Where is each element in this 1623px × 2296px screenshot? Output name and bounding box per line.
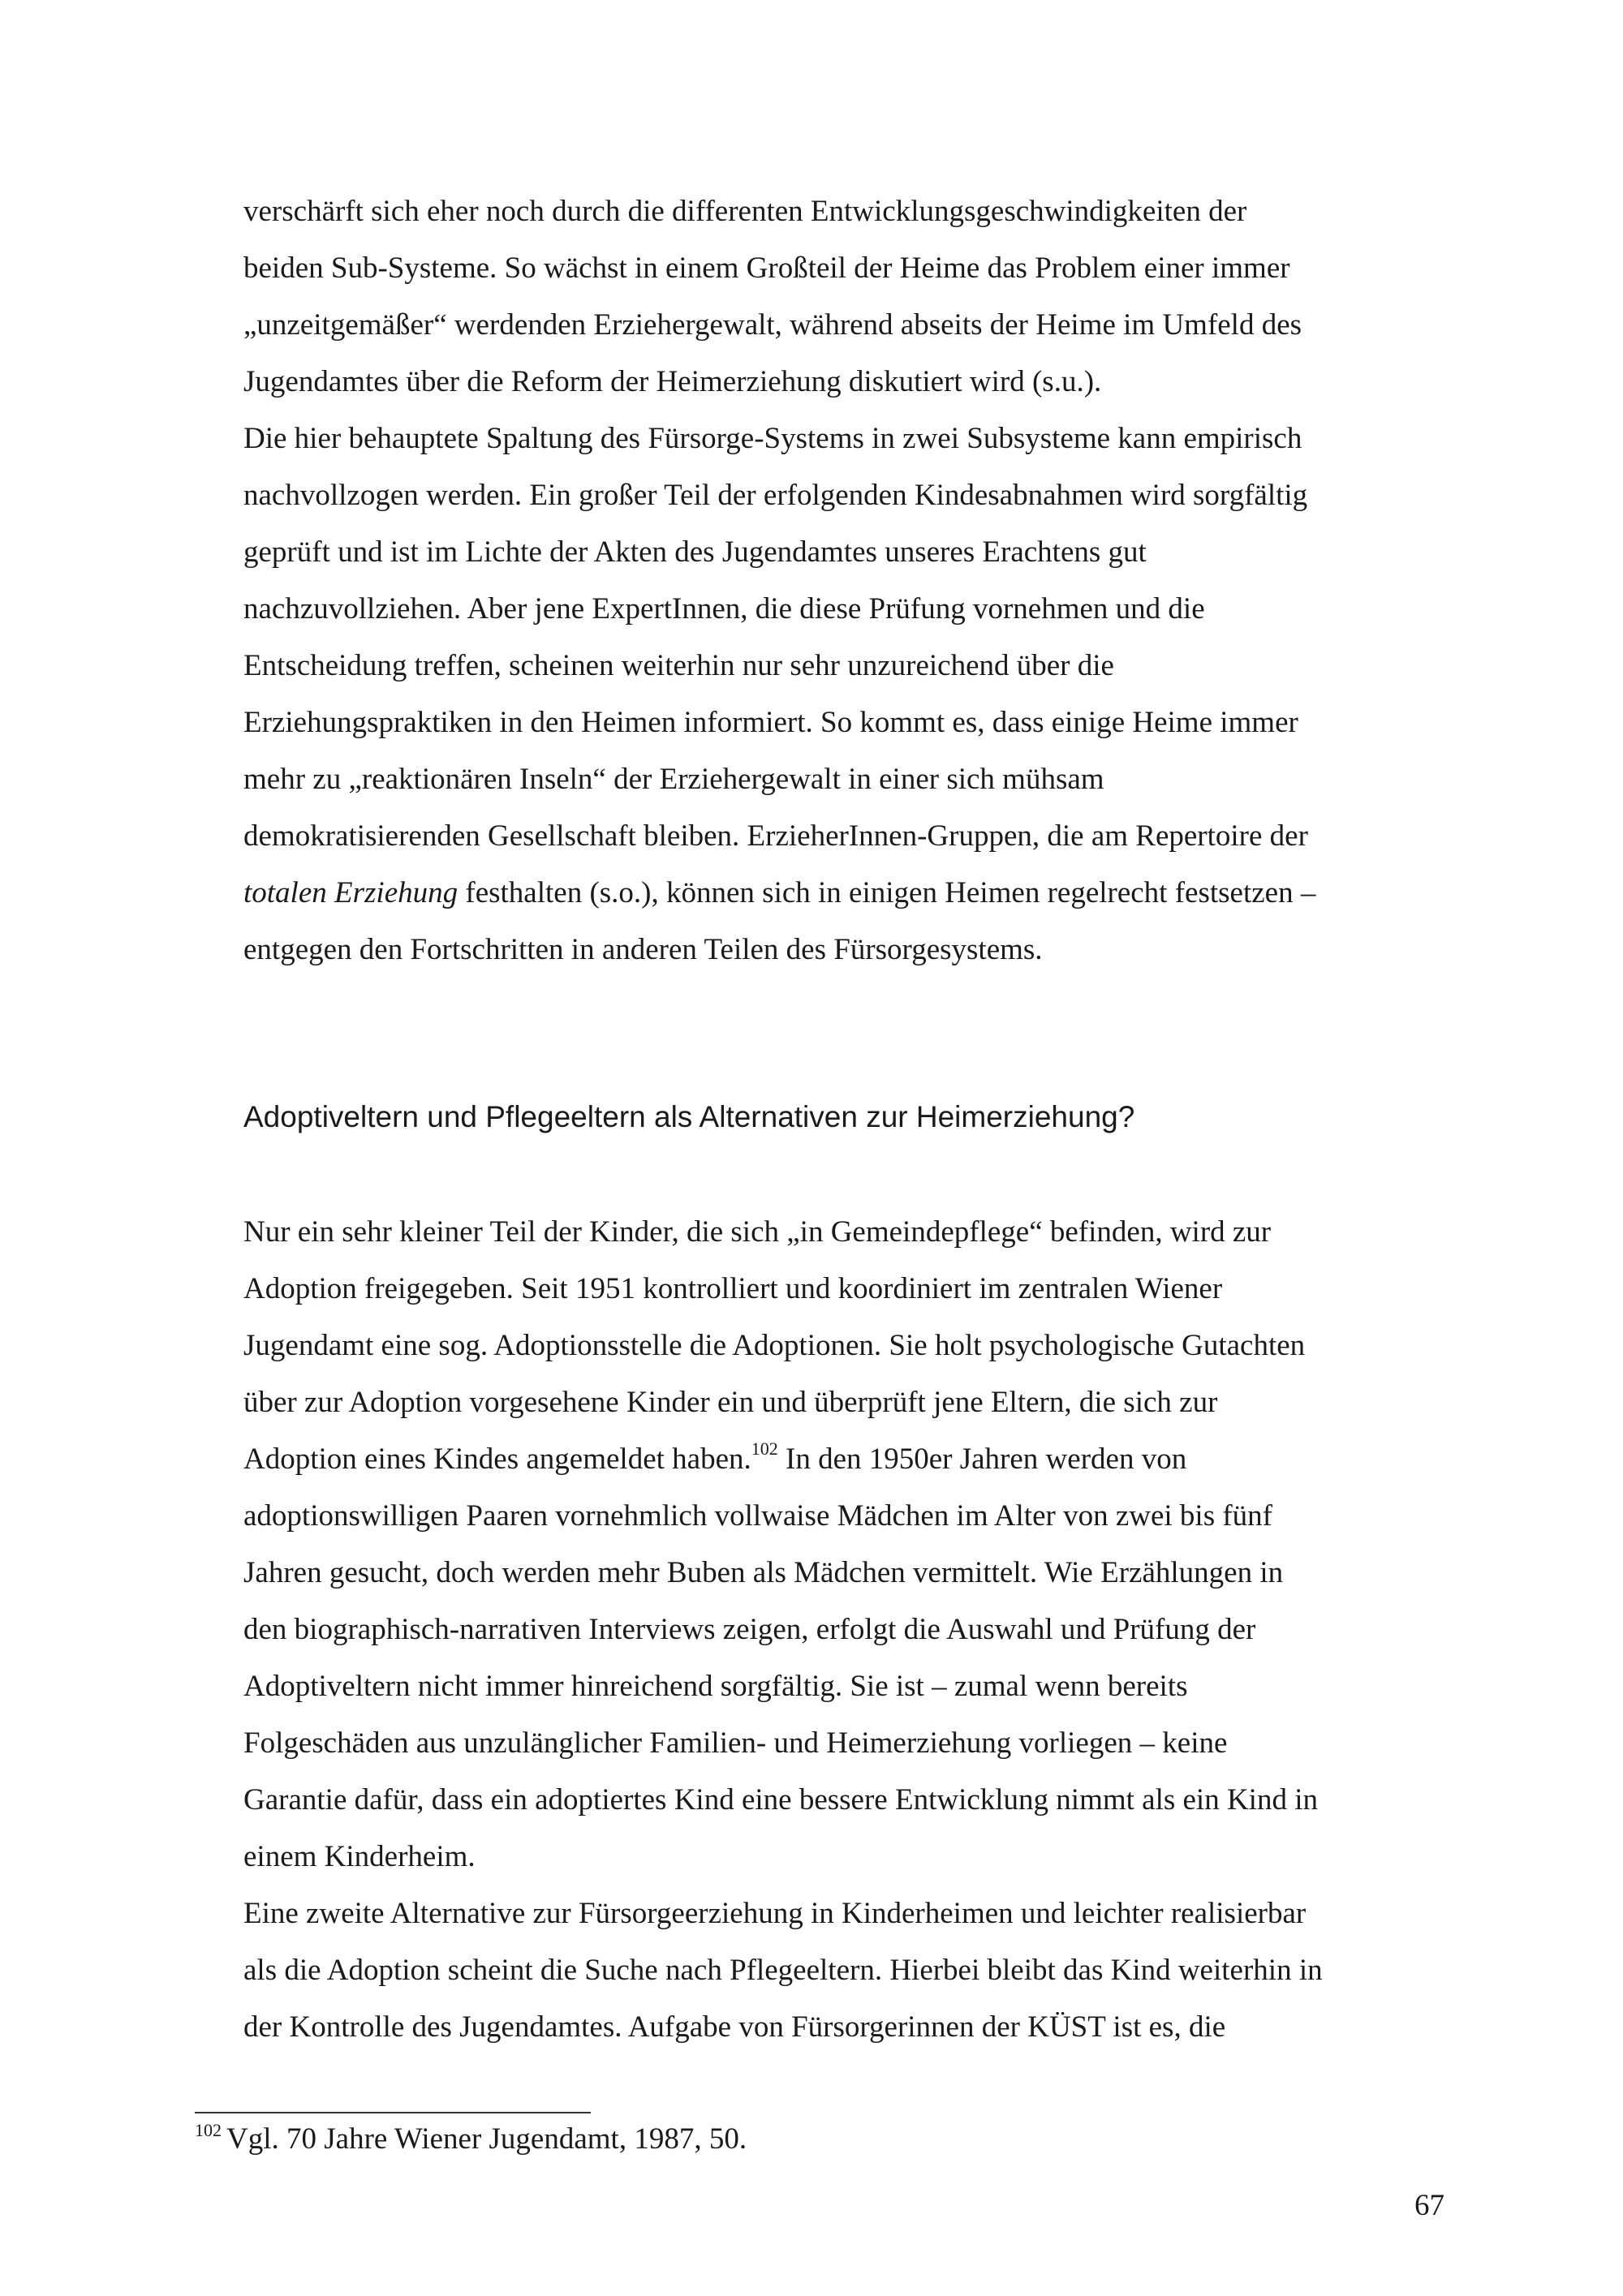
footnote-reference[interactable]: 102	[751, 1438, 778, 1459]
text-line: mehr zu „reaktionären Inseln“ der Erziehergewalt in einer sich mühsam	[243, 763, 1104, 796]
text-line: demokratisierenden Gesellschaft bleiben. ErzieherInnen-Gruppen, die am Repertoire der	[243, 819, 1308, 853]
text-line: beiden Sub-Systeme. So wächst in einem Großteil der Heime das Problem einer immer	[243, 252, 1290, 285]
text-segment: Adoption eines Kindes angemeldet haben.	[243, 1443, 751, 1476]
text-line: adoptionswilligen Paaren vornehmlich vollwaise Mädchen im Alter von zwei bis fünf	[243, 1499, 1272, 1533]
text-line: Jugendamtes über die Reform der Heimerziehung diskutiert wird (s.u.).	[243, 365, 1102, 398]
text-line: über zur Adoption vorgesehene Kinder ein und überprüft jene Eltern, die sich zur	[243, 1386, 1218, 1419]
text-line: der Kontrolle des Jugendamtes. Aufgabe von Fürsorgerinnen der KÜST ist es, die	[243, 2010, 1226, 2044]
text-line: Jahren gesucht, doch werden mehr Buben als Mädchen vermittelt. Wie Erzählungen in	[243, 1556, 1284, 1589]
text-line: Garantie dafür, dass ein adoptiertes Kind eine bessere Entwicklung nimmt als ein Kind in	[243, 1783, 1318, 1817]
text-line-italic-term	[243, 865, 1444, 922]
text-line: verschärft sich eher noch durch die differenten Entwicklungsgeschwindigkeiten der	[243, 195, 1247, 228]
text-line: den biographisch-narrativen Interviews zeigen, erfolgt die Auswahl und Prüfung der	[243, 1613, 1256, 1646]
text-line: Nur ein sehr kleiner Teil der Kinder, die sich „in Gemeindepflege“ befinden, wird zur	[243, 1215, 1272, 1249]
footnote-separator	[195, 2112, 591, 2113]
text-line: Entscheidung treffen, scheinen weiterhin nur sehr unzureichend über die	[243, 649, 1114, 682]
text-line: nachzuvollziehen. Aber jene ExpertInnen, die diese Prüfung vornehmen und die	[243, 592, 1205, 626]
text-line: entgegen den Fortschritten in anderen Teilen des Fürsorgesystems.	[243, 933, 1043, 966]
body-text-section-2	[243, 1204, 1444, 2056]
text-line: als die Adoption scheint die Suche nach Pflegeeltern. Hierbei bleibt das Kind weiterhin in	[243, 1954, 1323, 1987]
text-line: Erziehungspraktiken in den Heimen informiert. So kommt es, dass einige Heime immer	[243, 706, 1298, 739]
text-line: Adoptiveltern nicht immer hinreichend sorgfältig. Sie ist – zumal wenn bereits	[243, 1670, 1188, 1703]
footnote-number: 102	[195, 2119, 222, 2140]
text-line-rest: festhalten (s.o.), können sich in einigen Heimen regelrecht festsetzen –	[458, 876, 1316, 909]
footnote	[195, 2119, 747, 2160]
text-segment: In den 1950er Jahren werden von	[777, 1443, 1187, 1476]
text-line-with-footnote-ref	[243, 1431, 1444, 1488]
text-line: Adoption freigegeben. Seit 1951 kontrolliert und koordiniert im zentralen Wiener	[243, 1272, 1223, 1305]
text-line: Jugendamt eine sog. Adoptionsstelle die Adoptionen. Sie holt psychologische Gutachten	[243, 1329, 1306, 1362]
footnote-text: Vgl. 70 Jahre Wiener Jugendamt, 1987, 50.	[226, 2122, 747, 2156]
page-number: 67	[1414, 2189, 1444, 2222]
text-line: Folgeschäden aus unzulänglicher Familien- und Heimerziehung vorliegen – keine	[243, 1726, 1228, 1760]
text-line: „unzeitgemäßer“ werdenden Erziehergewalt, während abseits der Heime im Umfeld des	[243, 308, 1302, 342]
body-text-section-1	[243, 183, 1444, 978]
italic-term: totalen Erziehung	[243, 876, 458, 909]
text-line: geprüft und ist im Lichte der Akten des Jugendamtes unseres Erachtens gut	[243, 535, 1147, 569]
text-line: einem Kinderheim.	[243, 1840, 476, 1873]
section-heading: Adoptiveltern und Pflegeeltern als Alternativen zur Heimerziehung?	[243, 1100, 1135, 1133]
text-line: Eine zweite Alternative zur Fürsorgeerziehung in Kinderheimen und leichter realisierbar	[243, 1897, 1307, 1930]
text-line: nachvollzogen werden. Ein großer Teil der erfolgenden Kindesabnahmen wird sorgfältig	[243, 479, 1308, 512]
text-line: Die hier behauptete Spaltung des Fürsorge-Systems in zwei Subsysteme kann empirisch	[243, 422, 1302, 455]
